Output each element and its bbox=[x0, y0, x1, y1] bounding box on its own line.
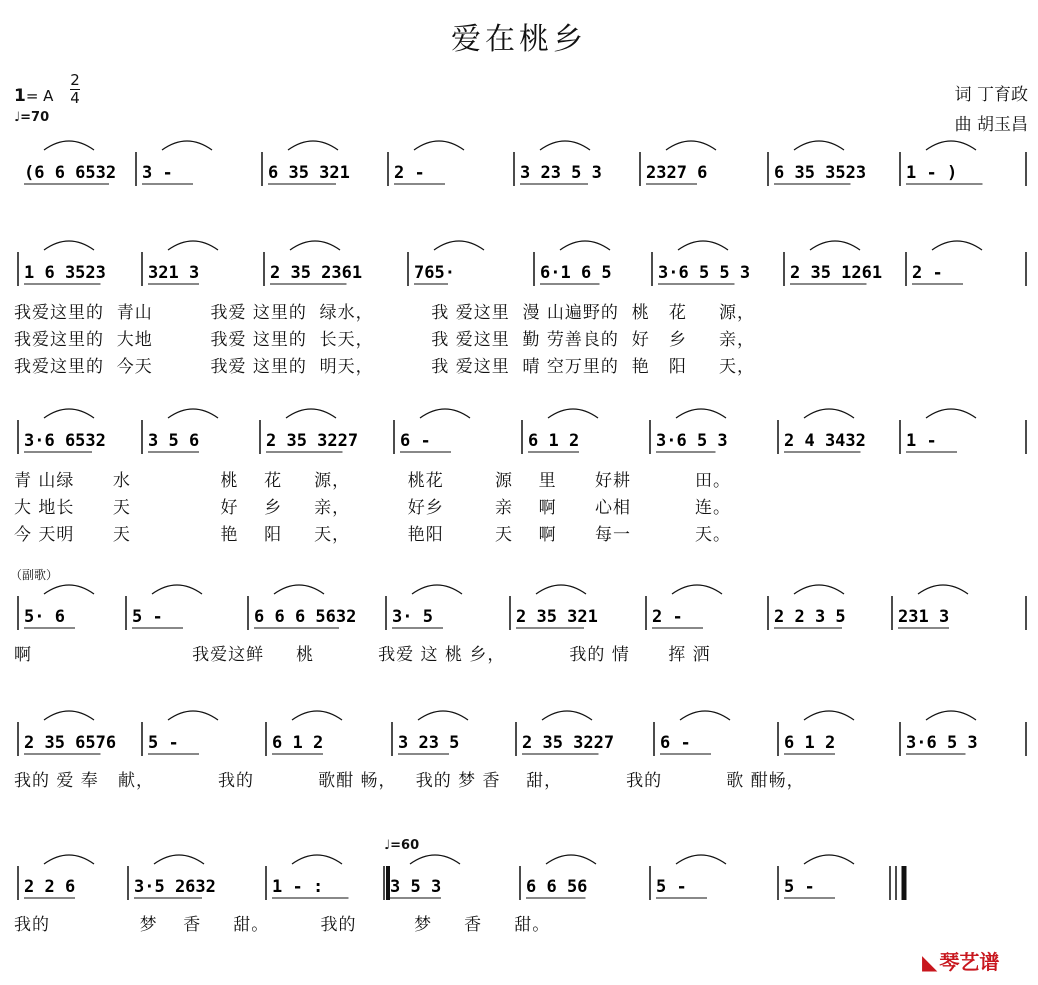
measure-notes: 3·6 6532 bbox=[24, 431, 106, 451]
lyric-line: 我的 爱 奉 献， 我的 歌酣 畅， 我的 梦 香 甜， 我的 歌 酣畅， bbox=[14, 771, 805, 791]
measure-notes: 6 35 321 bbox=[268, 163, 350, 183]
slur-arc bbox=[152, 585, 202, 594]
slur-arc bbox=[44, 241, 94, 250]
chorus-label: （副歌） bbox=[10, 568, 59, 582]
logo-icon: ◣ bbox=[922, 950, 938, 974]
measure-notes: 3·6 5 5 3 bbox=[658, 263, 751, 283]
slur-arc bbox=[420, 409, 470, 418]
slur-arc bbox=[804, 409, 854, 418]
lyric-line: 今 天明 天 艳 阳 天， 艳阳 天 啊 每一 天。 bbox=[14, 525, 732, 545]
slur-arc bbox=[292, 711, 342, 720]
lyric-line: 我爱这里的 今天 我爱 这里的 明天， 我 爱这里 晴 空万里的 艳 阳 天， bbox=[14, 357, 755, 377]
slur-arc bbox=[926, 409, 976, 418]
measure-notes: 765· bbox=[414, 263, 455, 283]
measure-notes: 5· 6 bbox=[24, 607, 65, 627]
slur-arc bbox=[44, 585, 94, 594]
tempo-value: =70 bbox=[20, 110, 50, 125]
measure-notes: 2 2 6 bbox=[24, 877, 76, 897]
slur-arc bbox=[810, 241, 860, 250]
lyric-line: 啊 我爱这鲜 桃 我爱 这 桃 乡， 我的 情 挥 洒 bbox=[14, 645, 711, 665]
measure-notes: (6 6 6532 bbox=[24, 163, 117, 183]
measure-notes: 2 4 3432 bbox=[784, 431, 866, 451]
measure-notes: 3 - bbox=[142, 163, 173, 183]
song-title: 爱在桃乡 bbox=[451, 22, 587, 57]
slur-arc bbox=[410, 855, 460, 864]
slur-arc bbox=[676, 855, 726, 864]
measure-notes: 2 35 6576 bbox=[24, 733, 117, 753]
measure-notes: 2 2 3 5 bbox=[774, 607, 846, 627]
measure-notes: 1 - : bbox=[272, 877, 324, 897]
slur-arc bbox=[274, 585, 324, 594]
watermark-text: 琴艺谱 bbox=[939, 950, 1000, 974]
lyric-line: 青 山绿 水 桃 花 源， 桃花 源 里 好耕 田。 bbox=[14, 471, 732, 491]
measure-notes: 2327 6 bbox=[646, 163, 708, 183]
slur-arc bbox=[676, 409, 726, 418]
slur-arc bbox=[412, 585, 462, 594]
measure-notes: 5 - bbox=[132, 607, 163, 627]
measure-notes: 2 - bbox=[652, 607, 683, 627]
measure-notes: 1 6 3523 bbox=[24, 263, 106, 283]
measure-notes: 6 1 2 bbox=[528, 431, 580, 451]
lyric-line: 大 地长 天 好 乡 亲， 好乡 亲 啊 心相 连。 bbox=[14, 498, 732, 518]
slur-arc bbox=[804, 855, 854, 864]
measure-notes: 3 5 3 bbox=[390, 877, 442, 897]
slur-arc bbox=[44, 855, 94, 864]
slur-arc bbox=[540, 141, 590, 150]
measure-notes: 3·5 2632 bbox=[134, 877, 216, 897]
slur-arc bbox=[286, 409, 336, 418]
slur-arc bbox=[918, 585, 968, 594]
slur-arc bbox=[666, 141, 716, 150]
slur-arc bbox=[44, 409, 94, 418]
slur-arc bbox=[542, 711, 592, 720]
measure-notes: 1 - ) bbox=[906, 163, 958, 183]
lyric-line: 我爱这里的 青山 我爱 这里的 绿水， 我 爱这里 漫 山遍野的 桃 花 源， bbox=[14, 303, 755, 323]
measure-notes: 2 35 2361 bbox=[270, 263, 363, 283]
key-name: = A bbox=[25, 87, 54, 105]
site-logo bbox=[922, 946, 999, 975]
measure-notes: 6 1 2 bbox=[784, 733, 836, 753]
measure-notes: 2 35 3227 bbox=[266, 431, 359, 451]
slur-arc bbox=[926, 711, 976, 720]
measure-notes: 6 6 6 5632 bbox=[254, 607, 357, 627]
measure-notes: 2 35 3227 bbox=[522, 733, 615, 753]
slur-arc bbox=[932, 241, 982, 250]
slur-arc bbox=[536, 585, 586, 594]
measure-notes: 3 23 5 bbox=[398, 733, 460, 753]
quarter-note-icon: ♩ bbox=[14, 110, 21, 125]
measure-notes: 3·6 5 3 bbox=[656, 431, 728, 451]
slur-arc bbox=[926, 141, 976, 150]
slur-arc bbox=[292, 855, 342, 864]
slur-arc bbox=[418, 711, 468, 720]
measure-notes: 3·6 5 3 bbox=[906, 733, 978, 753]
slur-arc bbox=[672, 585, 722, 594]
slur-arc bbox=[168, 409, 218, 418]
measure-notes: 1 - bbox=[906, 431, 937, 451]
slur-arc bbox=[44, 711, 94, 720]
composer-credit: 曲 胡玉昌 bbox=[954, 115, 1028, 135]
measure-notes: 3 5 6 bbox=[148, 431, 200, 451]
slur-arc bbox=[162, 141, 212, 150]
measure-notes: 5 - bbox=[784, 877, 815, 897]
measure-notes: 6 35 3523 bbox=[774, 163, 867, 183]
measure-notes: 2 - bbox=[912, 263, 943, 283]
measure-notes: 6 1 2 bbox=[272, 733, 324, 753]
lyricist-credit: 词 丁育政 bbox=[954, 85, 1028, 105]
measure-notes: 5 - bbox=[148, 733, 179, 753]
measure-notes: 3 23 5 3 bbox=[520, 163, 602, 183]
slur-arc bbox=[288, 141, 338, 150]
slur-arc bbox=[548, 409, 598, 418]
quarter-note-icon: ♩ bbox=[384, 838, 391, 853]
slur-arc bbox=[168, 711, 218, 720]
slur-arc bbox=[290, 241, 340, 250]
measure-notes: 2 35 1261 bbox=[790, 263, 883, 283]
measure-notes: 2 - bbox=[394, 163, 425, 183]
slur-arc bbox=[794, 585, 844, 594]
slur-arc bbox=[680, 711, 730, 720]
slur-arc bbox=[414, 141, 464, 150]
measure-notes: 6 - bbox=[660, 733, 691, 753]
slur-arc bbox=[154, 855, 204, 864]
measure-notes: 231 3 bbox=[898, 607, 950, 627]
slur-arc bbox=[794, 141, 844, 150]
measure-notes: 2 35 321 bbox=[516, 607, 598, 627]
slur-arc bbox=[434, 241, 484, 250]
key-tonic: 1 bbox=[14, 86, 26, 106]
slur-arc bbox=[168, 241, 218, 250]
measure-notes: 3· 5 bbox=[392, 607, 433, 627]
time-signature-top: 2 bbox=[70, 71, 80, 89]
measure-notes: 6·1 6 5 bbox=[540, 263, 612, 283]
slur-arc bbox=[804, 711, 854, 720]
slur-arc bbox=[678, 241, 728, 250]
measure-notes: 5 - bbox=[656, 877, 687, 897]
measure-notes: 321 3 bbox=[148, 263, 200, 283]
slur-arc bbox=[44, 141, 94, 150]
slur-arc bbox=[560, 241, 610, 250]
time-signature-bottom: 4 bbox=[70, 89, 80, 107]
lyric-line: 我的 梦 香 甜。 我的 梦 香 甜。 bbox=[14, 915, 551, 935]
lyric-line: 我爱这里的 大地 我爱 这里的 长天， 我 爱这里 勤 劳善良的 好 乡 亲， bbox=[14, 330, 755, 350]
tempo-change-value: =60 bbox=[390, 838, 420, 853]
slur-arc bbox=[546, 855, 596, 864]
measure-notes: 6 6 56 bbox=[526, 877, 588, 897]
measure-notes: 6 - bbox=[400, 431, 431, 451]
